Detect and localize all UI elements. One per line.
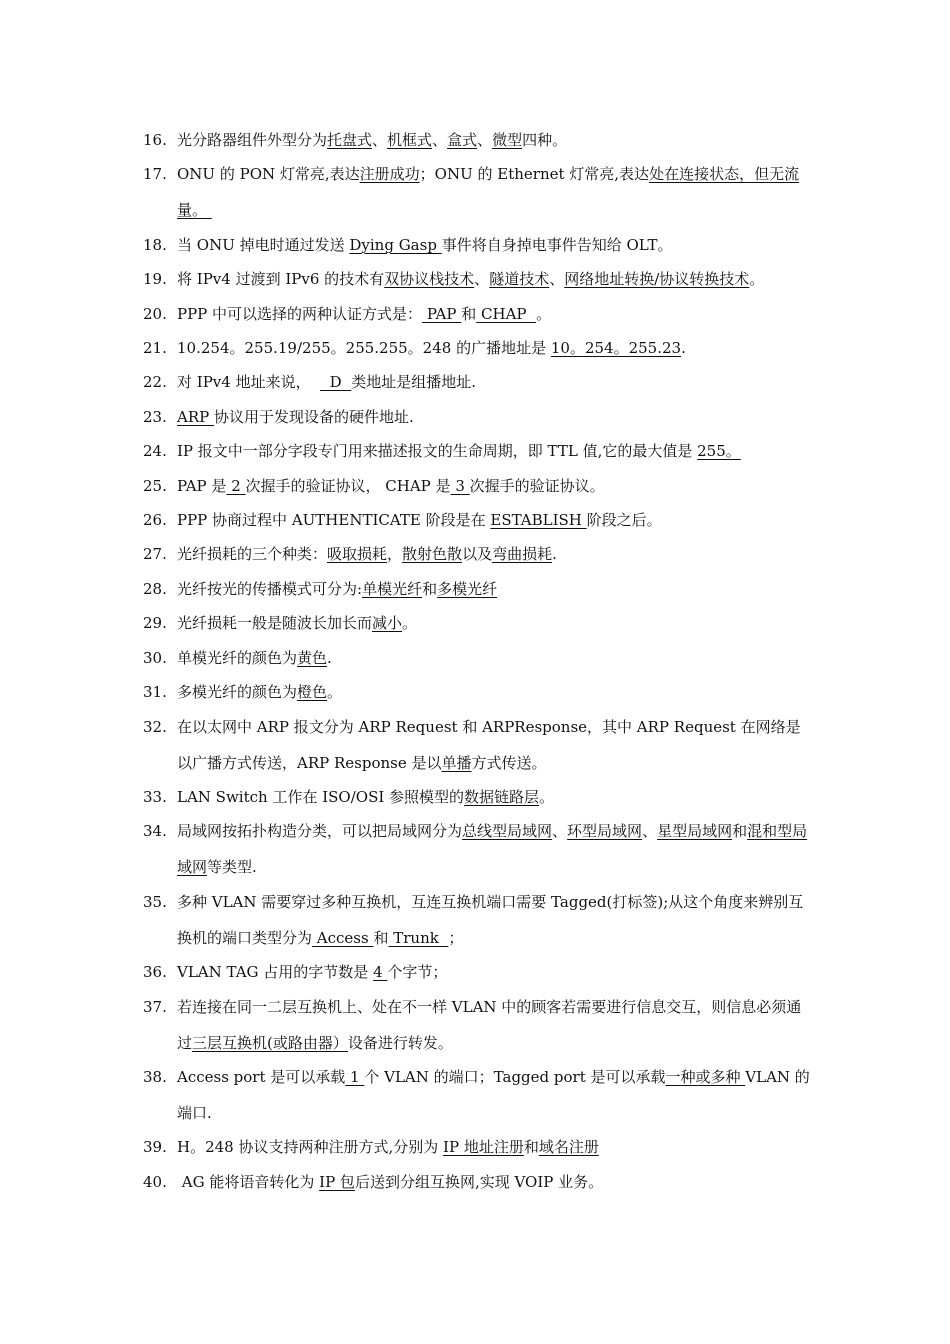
question-text: 光纤损耗一般是随波长加长而 — [177, 614, 373, 633]
item-text — [177, 468, 813, 504]
answer-blank: 盒式 — [447, 131, 478, 149]
item-number: 20. — [143, 304, 167, 323]
question-text: 、 — [552, 822, 568, 841]
list-item — [143, 364, 813, 400]
answer-blank: 三层互换机(或路由器） — [192, 1033, 348, 1052]
question-text: PPP 协商过程中 AUTHENTICATE 阶段是在 — [177, 511, 491, 530]
question-text: 和 — [422, 579, 438, 598]
question-text: 次握手的验证协议， CHAP 是 — [245, 476, 451, 495]
answer-blank: 环型局域网 — [567, 822, 643, 841]
item-text — [177, 1129, 813, 1165]
item-number: 24. — [143, 442, 167, 461]
item-number: 32. — [143, 717, 167, 736]
item-text — [177, 330, 813, 366]
answer-blank: 10。254。255.23 — [550, 339, 682, 358]
list-item — [143, 954, 813, 990]
item-text — [177, 813, 813, 885]
answer-blank: 网络地址转换/协议转换技术 — [564, 270, 750, 289]
question-text: 等类型. — [207, 858, 257, 877]
list-item — [143, 1129, 813, 1165]
list-item — [143, 640, 813, 676]
question-text: ， — [387, 545, 403, 564]
question-text: 和 — [373, 928, 389, 947]
answer-blank: 255。 — [697, 442, 741, 461]
question-text: 个 VLAN 的端口；Tagged port 是可以承载 — [364, 1067, 666, 1086]
answer-blank: 处在连接状态，但无流量。 — [177, 165, 800, 220]
question-text: H。248 协议支持两种注册方式,分别为 — [177, 1138, 444, 1157]
question-text: VLAN 的端口. — [177, 1067, 810, 1122]
item-number: 25. — [143, 476, 167, 495]
list-item — [143, 1059, 813, 1131]
question-text: 多模光纤的颜色为 — [177, 683, 298, 702]
question-text: 次握手的验证协议。 — [469, 476, 605, 495]
question-text: ；ONU 的 Ethernet 灯常亮,表达 — [419, 165, 650, 184]
item-text — [177, 296, 813, 332]
item-text — [177, 364, 813, 400]
answer-blank: 单模光纤 — [362, 579, 423, 598]
answer-blank: 微型 — [492, 131, 523, 149]
list-item — [143, 156, 813, 228]
question-text: 阶段之后。 — [586, 511, 662, 530]
list-item — [143, 989, 813, 1061]
item-text — [177, 261, 813, 297]
list-item — [143, 399, 813, 435]
item-number: 23. — [143, 407, 167, 426]
question-text: 个字节； — [387, 963, 448, 982]
question-text: 以及 — [462, 545, 493, 564]
question-text: 四种。 — [522, 131, 568, 149]
item-number: 40. — [143, 1172, 167, 1191]
question-text: 后送到分组互换网,实现 VOIP 业务。 — [354, 1172, 604, 1191]
answer-blank: IP 地址注册 — [443, 1138, 524, 1157]
item-text — [177, 502, 813, 538]
item-text — [177, 227, 813, 263]
answer-blank: 减小 — [372, 614, 403, 633]
item-number: 29. — [143, 614, 167, 633]
item-text — [177, 989, 813, 1061]
item-text — [177, 605, 813, 641]
answer-blank: Trunk — [388, 928, 449, 947]
answer-blank: 橙色 — [297, 683, 328, 702]
answer-blank: Dying Gasp — [349, 235, 442, 254]
item-number: 27. — [143, 545, 167, 564]
list-item — [143, 261, 813, 297]
item-number: 31. — [143, 683, 167, 702]
list-item — [143, 1164, 813, 1200]
question-text: 局域网按拓扑构造分类，可以把局域网分为 — [177, 822, 463, 841]
item-text — [177, 122, 813, 158]
item-text — [177, 1059, 813, 1131]
question-text: . — [327, 648, 332, 667]
question-text: ONU 的 PON 灯常亮,表达 — [177, 165, 360, 184]
list-item — [143, 468, 813, 504]
question-text: 光分路器组件外型分为 — [177, 131, 328, 149]
question-text: 。 — [402, 614, 418, 633]
item-number: 30. — [143, 648, 167, 667]
item-text — [177, 1164, 813, 1200]
question-text: 设备进行转发。 — [347, 1033, 453, 1052]
answer-blank: 隧道技术 — [489, 270, 550, 289]
list-item — [143, 709, 813, 781]
question-text: 协议用于发现设备的硬件地址. — [214, 407, 414, 426]
answer-blank: D — [320, 373, 352, 392]
question-text: LAN Switch 工作在 ISO/OSI 参照模型的 — [177, 787, 465, 806]
answer-blank: 星型局域网 — [657, 822, 733, 841]
item-number: 37. — [143, 997, 167, 1016]
answer-blank: 总线型局域网 — [462, 822, 553, 841]
question-text: 方式传送。 — [471, 753, 547, 772]
answer-blank: 机框式 — [387, 131, 433, 149]
answer-blank: ARP — [177, 407, 214, 426]
item-number: 26. — [143, 511, 167, 530]
answer-blank: 域名注册 — [538, 1138, 599, 1157]
answer-blank: PAP — [422, 304, 462, 323]
item-text — [177, 640, 813, 676]
list-item — [143, 227, 813, 263]
answer-blank: 吸取损耗 — [327, 545, 388, 564]
question-text: 将 IPv4 过渡到 IPv6 的技术有 — [177, 270, 385, 289]
item-text — [177, 709, 813, 781]
item-text — [177, 779, 813, 815]
question-text: 。 — [536, 304, 552, 323]
item-text — [177, 884, 813, 956]
question-text: 、 — [474, 270, 490, 289]
item-text — [177, 536, 813, 572]
question-text: 和 — [523, 1138, 539, 1157]
item-number: 18. — [143, 235, 167, 254]
item-text — [177, 571, 813, 607]
answer-blank: 单播 — [441, 753, 472, 772]
list-item — [143, 813, 813, 885]
question-text: 对 IPv4 地址来说， — [177, 373, 321, 392]
question-list — [143, 122, 813, 1198]
question-text: 、 — [549, 270, 565, 289]
list-item — [143, 571, 813, 607]
answer-blank: IP 包 — [319, 1172, 355, 1191]
item-number: 19. — [143, 270, 167, 289]
answer-blank: 多模光纤 — [437, 579, 498, 598]
question-text: AG 能将语音转化为 — [177, 1172, 320, 1191]
answer-blank: 4 — [373, 963, 388, 982]
question-text: 。 — [749, 270, 765, 289]
list-item — [143, 122, 813, 158]
question-text: 当 ONU 掉电时通过发送 — [177, 235, 350, 254]
list-item — [143, 779, 813, 815]
item-number: 17. — [143, 165, 167, 184]
question-text: 和 — [461, 304, 477, 323]
list-item — [143, 433, 813, 469]
answer-blank: ESTABLISH — [490, 511, 587, 530]
answer-blank: 3 — [450, 476, 470, 495]
item-text — [177, 674, 813, 710]
item-text — [177, 156, 813, 228]
answer-blank: 数据链路层 — [464, 787, 540, 806]
answer-blank: Access — [312, 928, 374, 947]
item-number: 36. — [143, 963, 167, 982]
item-number: 39. — [143, 1138, 167, 1157]
question-text: . — [552, 545, 557, 564]
item-text — [177, 399, 813, 435]
answer-blank: 黄色 — [297, 648, 328, 667]
list-item — [143, 536, 813, 572]
item-number: 22. — [143, 373, 167, 392]
question-text: 和 — [732, 822, 748, 841]
question-text: 、 — [642, 822, 658, 841]
answer-blank: 双协议栈技术 — [384, 270, 475, 289]
question-text: 、 — [477, 131, 493, 149]
list-item — [143, 884, 813, 956]
answer-blank: 托盘式 — [327, 131, 373, 149]
question-text: VLAN TAG 占用的字节数是 — [177, 963, 374, 982]
answer-blank: 弯曲损耗 — [492, 545, 553, 564]
list-item — [143, 296, 813, 332]
list-item — [143, 502, 813, 538]
list-item — [143, 330, 813, 366]
question-text: ； — [448, 928, 464, 947]
answer-blank: 注册成功 — [359, 165, 420, 184]
question-text: 在以太网中 ARP 报文分为 ARP Request 和 ARPResponse，其中 ARP Request 在网络是以广播方式传送，ARP Response 是以 — [177, 717, 801, 772]
item-number: 21. — [143, 339, 167, 358]
question-text: 单模光纤的颜色为 — [177, 648, 298, 667]
question-text: 、 — [432, 131, 448, 149]
item-text — [177, 954, 813, 990]
question-text: 类地址是组播地址. — [351, 373, 476, 392]
answer-blank: 一种或多种 — [665, 1067, 746, 1086]
item-number: 34. — [143, 822, 167, 841]
question-text: 多种 VLAN 需要穿过多种互换机，互连互换机端口需要 Tagged(打标签);从这个角度来辨别互换机的端口类型分为 — [177, 892, 804, 947]
answer-blank: CHAP — [476, 304, 537, 323]
question-text: 事件将自身掉电事件告知给 OLT。 — [441, 235, 673, 254]
item-number: 16. — [143, 131, 167, 149]
question-text: Access port 是可以承载 — [177, 1067, 346, 1086]
item-number: 38. — [143, 1067, 167, 1086]
question-text: 光纤按光的传播模式可分为: — [177, 579, 363, 598]
question-text: PPP 中可以选择的两种认证方式是： — [177, 304, 423, 323]
question-text: 、 — [372, 131, 388, 149]
answer-blank: 2 — [226, 476, 246, 495]
list-item — [143, 605, 813, 641]
question-text: IP 报文中一部分字段专门用来描述报文的生命周期，即 TTL 值,它的最大值是 — [177, 442, 698, 461]
item-number: 33. — [143, 787, 167, 806]
item-number: 28. — [143, 579, 167, 598]
question-text: 若连接在同一二层互换机上、处在不一样 VLAN 中的顾客若需要进行信息交互，则信息必须通过 — [177, 997, 802, 1052]
question-text: PAP 是 — [177, 476, 227, 495]
answer-blank: 1 — [345, 1067, 365, 1086]
question-text: 。 — [539, 787, 555, 806]
item-text — [177, 433, 813, 469]
question-text: 10.254。255.19/255。255.255。248 的广播地址是 — [177, 339, 551, 358]
item-number: 35. — [143, 892, 167, 911]
list-item — [143, 674, 813, 710]
answer-blank: 混和型局域网 — [177, 822, 808, 877]
question-text: . — [681, 339, 686, 358]
answer-blank: 散射色散 — [402, 545, 463, 564]
question-text: 光纤损耗的三个种类： — [177, 545, 328, 564]
question-text: 。 — [327, 683, 343, 702]
